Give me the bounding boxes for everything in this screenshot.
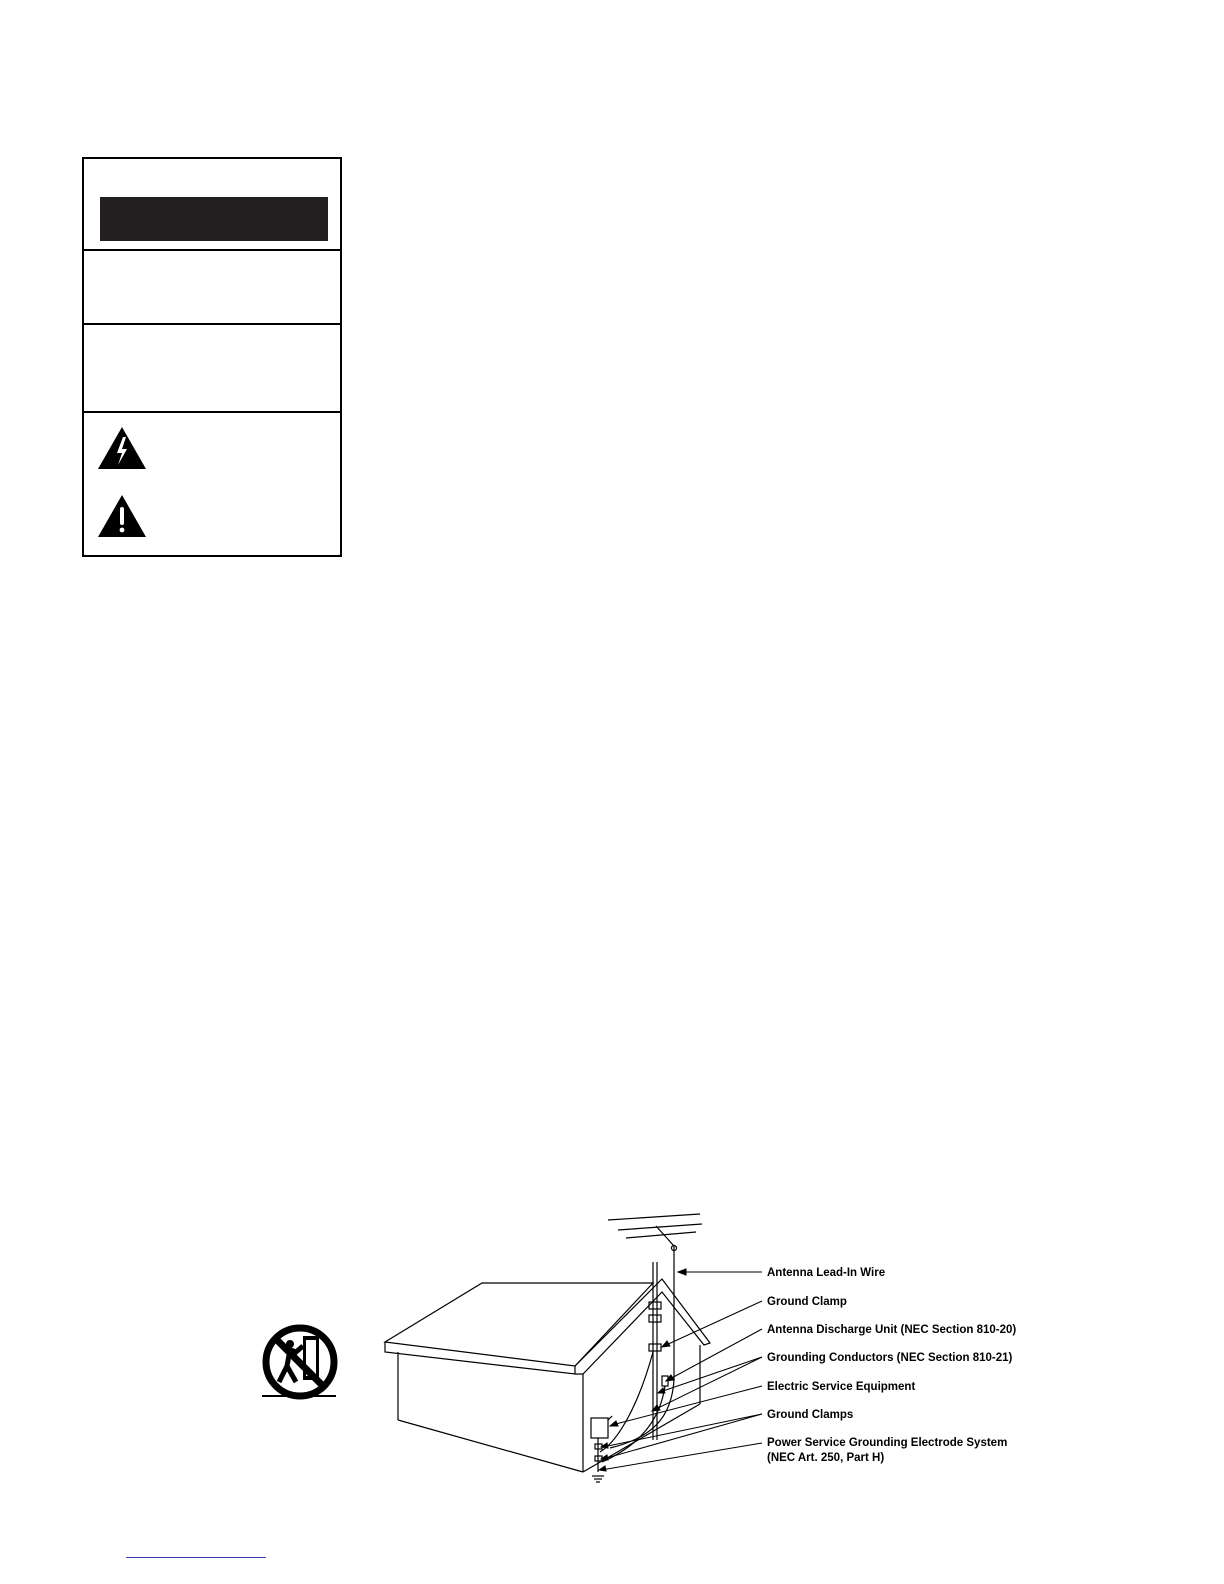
label-electric-service: Electric Service Equipment: [767, 1381, 916, 1393]
label-grounding-conductors: Grounding Conductors (NEC Section 810-21): [767, 1352, 1013, 1364]
label-antenna-lead-in: Antenna Lead-In Wire: [767, 1267, 886, 1279]
label-electrode-system: Power Service Grounding Electrode System: [767, 1437, 1008, 1449]
no-cart-tipping-icon: [262, 1328, 336, 1396]
label-electrode-system-ref: (NEC Art. 250, Part H): [767, 1452, 885, 1464]
label-ground-clamps: Ground Clamps: [767, 1409, 854, 1421]
label-ground-clamp: Ground Clamp: [767, 1296, 847, 1308]
footer-rule: [126, 1557, 266, 1558]
label-discharge-unit: Antenna Discharge Unit (NEC Section 810-20): [767, 1324, 1017, 1336]
